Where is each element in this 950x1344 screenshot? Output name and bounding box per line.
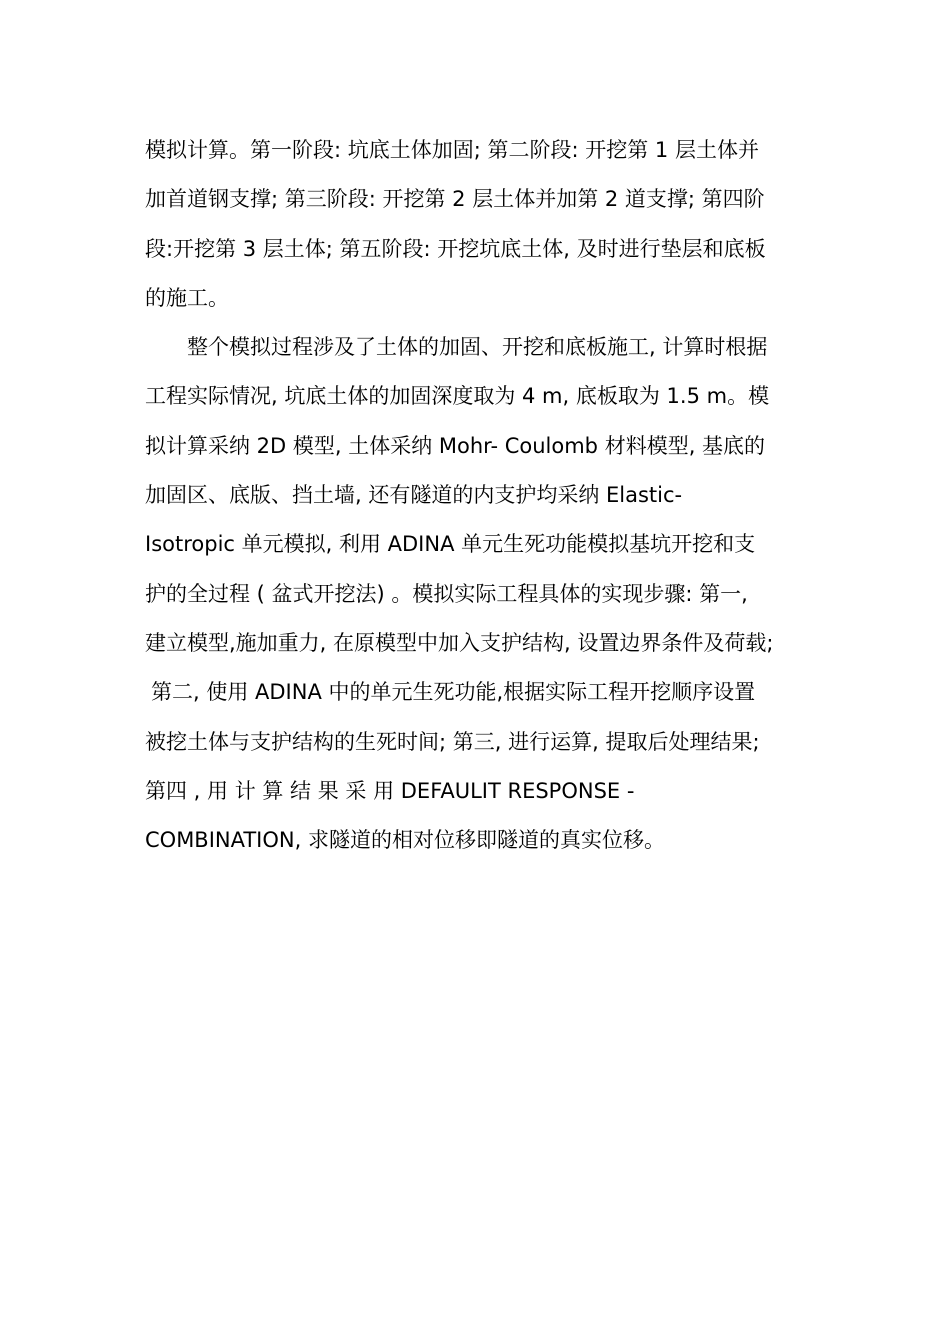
paragraph-1 [145,126,815,323]
text-line: 模拟计算。第一阶段: 坑底土体加固; 第二阶段: 开挖第 1 层土体并 [145,138,759,162]
text-line: 加固区、底版、挡土墙, 还有隧道的内支护均采纳 Elastic- [145,483,683,508]
text-line: 第二, 使用 ADINA 中的单元生死功能,根据实际工程开挖顺序设置 [151,680,756,705]
text-line: 段:开挖第 3 层土体; 第五阶段: 开挖坑底土体, 及时进行垫层和底板 [145,236,766,261]
body-text [145,126,815,865]
text-line: 加首道钢支撑; 第三阶段: 开挖第 2 层土体并加第 2 道支撑; 第四阶 [145,187,765,212]
text-line: 整个模拟过程涉及了土体的加固、开挖和底板施工, 计算时根据 [187,335,768,360]
text-line: COMBINATION, 求隧道的相对位移即隧道的真实位移。 [145,828,665,853]
text-line: 护的全过程 ( 盆式开挖法) 。模拟实际工程具体的实现步骤: 第一, [145,581,748,606]
text-line: 工程实际情况, 坑底土体的加固深度取为 4 m, 底板取为 1.5 m。模 [145,384,770,409]
text-line: 拟计算采纳 2D 模型, 土体采纳 Mohr- Coulomb 材料模型, 基底的 [145,433,766,458]
text-line: 第四 , 用 计 算 结 果 采 用 DEFAULIT RESPONSE - [145,778,635,803]
text-line: 的施工。 [145,285,229,310]
text-line: 被挖土体与支护结构的生死时间; 第三, 进行运算, 提取后处理结果; [145,729,760,754]
text-line: 建立模型,施加重力, 在原模型中加入支护结构, 设置边界条件及荷载; [145,630,774,655]
paragraph-2 [145,323,815,865]
text-line: Isotropic 单元模拟, 利用 ADINA 单元生死功能模拟基坑开挖和支 [145,532,756,557]
